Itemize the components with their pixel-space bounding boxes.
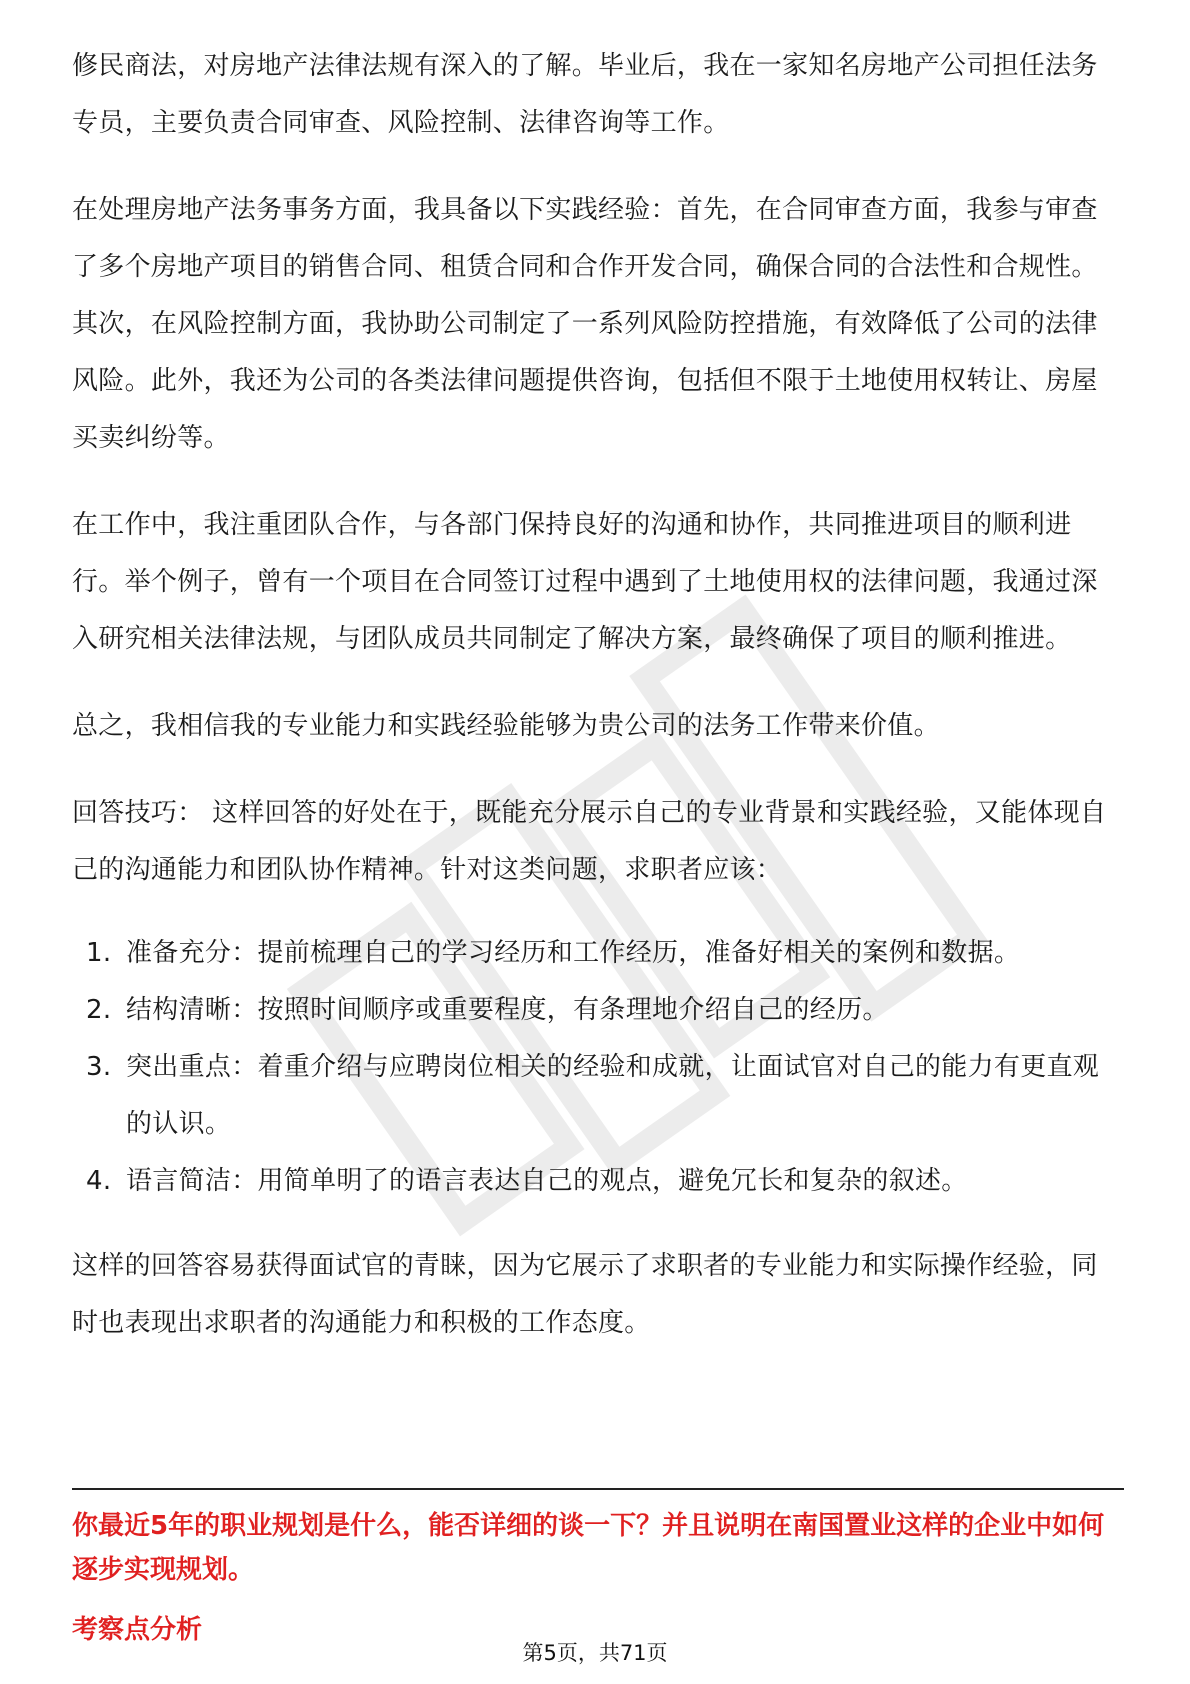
- paragraph-experience: 在处理房地产法务事务方面，我具备以下实践经验：首先，在合同审查方面，我参与审查了多个房地产项目的销售合同、租赁合同和合作开发合同，确保合同的合法性和合规性。其次，在风险控制方面，我协助公司制定了一系列风险防控措施，有效降低了公司的法律风险。此外，我还为公司的各类法律问题提供咨询，包括但不限于土地使用权转让、房屋买卖纠纷等。: [72, 195, 1098, 453]
- paragraph-summary: 总之，我相信我的专业能力和实践经验能够为贵公司的法务工作带来价值。: [72, 711, 940, 741]
- list-item: [72, 925, 1122, 982]
- tips-list: [72, 925, 1122, 1210]
- section-divider: [72, 1488, 1124, 1490]
- list-item: [72, 982, 1122, 1039]
- document-body: [72, 38, 1122, 1382]
- page-number-footer: 第5页，共71页: [522, 1641, 668, 1665]
- paragraph-background: 修民商法，对房地产法律法规有深入的了解。毕业后，我在一家知名房地产公司担任法务专员，主要负责合同审查、风险控制、法律咨询等工作。: [72, 51, 1098, 138]
- list-item-text: 准备充分：提前梳理自己的学习经历和工作经历，准备好相关的案例和数据。: [126, 938, 1021, 968]
- paragraph-closing: 这样的回答容易获得面试官的青睐，因为它展示了求职者的专业能力和实际操作经验，同时也表现出求职者的沟通能力和积极的工作态度。: [72, 1251, 1098, 1338]
- list-item: [72, 1039, 1122, 1153]
- section-heading: 考察点分析: [72, 1615, 203, 1645]
- paragraph-teamwork: 在工作中，我注重团队合作，与各部门保持良好的沟通和协作，共同推进项目的顺利进行。举个例子，曾有一个项目在合同签订过程中遇到了土地使用权的法律问题，我通过深入研究相关法律法规，与团队成员共同制定了解决方案，最终确保了项目的顺利推进。: [72, 510, 1098, 654]
- list-item-text: 突出重点：着重介绍与应聘岗位相关的经验和成就，让面试官对自己的能力有更直观的认识。: [126, 1052, 1100, 1139]
- list-item-number: 4.: [86, 1166, 112, 1196]
- paragraph-answer-tips: 回答技巧： 这样回答的好处在于，既能充分展示自己的专业背景和实践经验，又能体现自己的沟通能力和团队协作精神。针对这类问题，求职者应该：: [72, 798, 1107, 885]
- list-item-number: 3.: [86, 1052, 112, 1082]
- list-item-number: 2.: [86, 995, 112, 1025]
- list-item-text: 结构清晰：按照时间顺序或重要程度，有条理地介绍自己的经历。: [126, 995, 889, 1025]
- list-item-text: 语言简洁：用简单明了的语言表达自己的观点，避免冗长和复杂的叙述。: [126, 1166, 968, 1196]
- list-item: [72, 1153, 1122, 1210]
- next-question-heading: 你最近5年的职业规划是什么，能否详细的谈一下？并且说明在南国置业这样的企业中如何逐步实现规划。: [72, 1511, 1105, 1585]
- list-item-number: 1.: [86, 938, 112, 968]
